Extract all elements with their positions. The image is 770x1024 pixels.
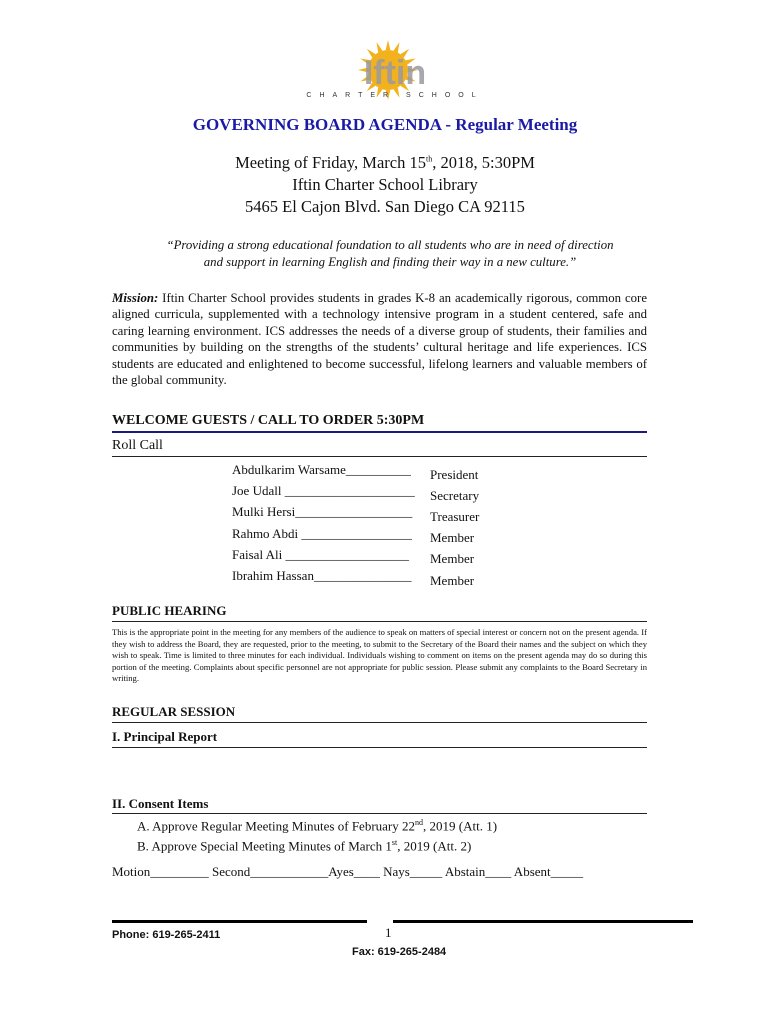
footer-rule-right bbox=[393, 920, 693, 923]
footer-rule-left bbox=[112, 920, 367, 923]
regular-session-heading: REGULAR SESSION bbox=[112, 704, 236, 719]
roll-row: Ibrahim Hassan_______________ Member bbox=[232, 567, 475, 588]
roll-row: Joe Udall ____________________ Secretary bbox=[232, 483, 480, 503]
roll-row: Rahmo Abdi _________________ Member bbox=[232, 525, 475, 546]
consent-item: B. Approve Special Meeting Minutes of March 1st, 2019 (Att. 2) bbox=[137, 837, 472, 854]
school-logo bbox=[300, 40, 490, 102]
roll-row: Mulki Hersi__________________ Treasurer bbox=[232, 504, 480, 524]
sun-ray bbox=[386, 40, 391, 50]
consent-items-list bbox=[137, 815, 497, 855]
page-number: 1 bbox=[385, 925, 392, 940]
public-hearing-heading: PUBLIC HEARING bbox=[112, 603, 227, 618]
roll-call-list bbox=[232, 462, 479, 589]
meeting-location: Iftin Charter School Library bbox=[292, 175, 478, 194]
motto-quote: “Providing a strong educational foundation to all students who are in need of direction and support in learning English and finding their way in a new culture.” bbox=[166, 238, 614, 269]
logo-subtitle-text: CHARTER SCHOOL bbox=[306, 92, 484, 99]
mission-statement: Mission: Iftin Charter School provides students in grades K-8 an academically rigorous, common core aligned curricula, supplemented with a technology intensive program in a student centered, safe and caring learning environment. ICS addresses the needs of a diverse group of students, their families and communities by building on the strengths of the students’ cultural heritage and life experiences. ICS students are educated and enlightened to become successful, lifelong learners and valuable members of the global community. bbox=[112, 291, 647, 388]
principal-report-heading: I. Principal Report bbox=[112, 729, 218, 744]
section-divider bbox=[112, 621, 647, 622]
sun-logo-icon bbox=[300, 40, 490, 102]
consent-items-heading: II. Consent Items bbox=[112, 796, 209, 811]
roll-call-label: Roll Call bbox=[112, 438, 163, 453]
section-divider bbox=[112, 813, 647, 814]
section-divider bbox=[112, 431, 647, 433]
footer-phone: Phone: 619-265-2411 bbox=[112, 929, 221, 941]
welcome-heading: WELCOME GUESTS / CALL TO ORDER 5:30PM bbox=[112, 413, 425, 428]
meeting-address: 5465 El Cajon Blvd. San Diego CA 92115 bbox=[245, 197, 525, 216]
section-divider bbox=[112, 722, 647, 723]
section-divider bbox=[112, 747, 647, 748]
consent-item: A. Approve Regular Meeting Minutes of February 22nd, 2019 (Att. 1) bbox=[137, 818, 498, 834]
motion-vote-line: Motion_________ Second____________Ayes____ Nays_____ Abstain____ Absent_____ bbox=[112, 864, 584, 879]
agenda-title: GOVERNING BOARD AGENDA - Regular Meeting bbox=[192, 115, 578, 134]
roll-row: Faisal Ali ___________________ Member bbox=[232, 546, 475, 567]
footer-fax: Fax: 619-265-2484 bbox=[352, 946, 447, 958]
public-hearing-text: This is the appropriate point in the meeting for any members of the audience to speak on matters of special interest or concern not on the present agenda. If they wish to address the Board, they are requested, prior to the meeting, to submit to the Secretary of the Board their names and the subject on which they wish to speak. Time is limited to three minutes for each individual. Individuals wishing to comment on items on the present agenda may do so during this portion of the meeting. Complaints about specific personnel are not appropriate for public session. Please submit any complaints to the Board Secretary in writing. bbox=[112, 627, 647, 684]
meeting-date: Meeting of Friday, March 15th, 2018, 5:30PM bbox=[235, 153, 535, 172]
section-divider bbox=[112, 456, 647, 457]
roll-row: Abdulkarim Warsame__________ President bbox=[232, 462, 479, 482]
logo-brand-text: Iftin bbox=[363, 54, 427, 92]
